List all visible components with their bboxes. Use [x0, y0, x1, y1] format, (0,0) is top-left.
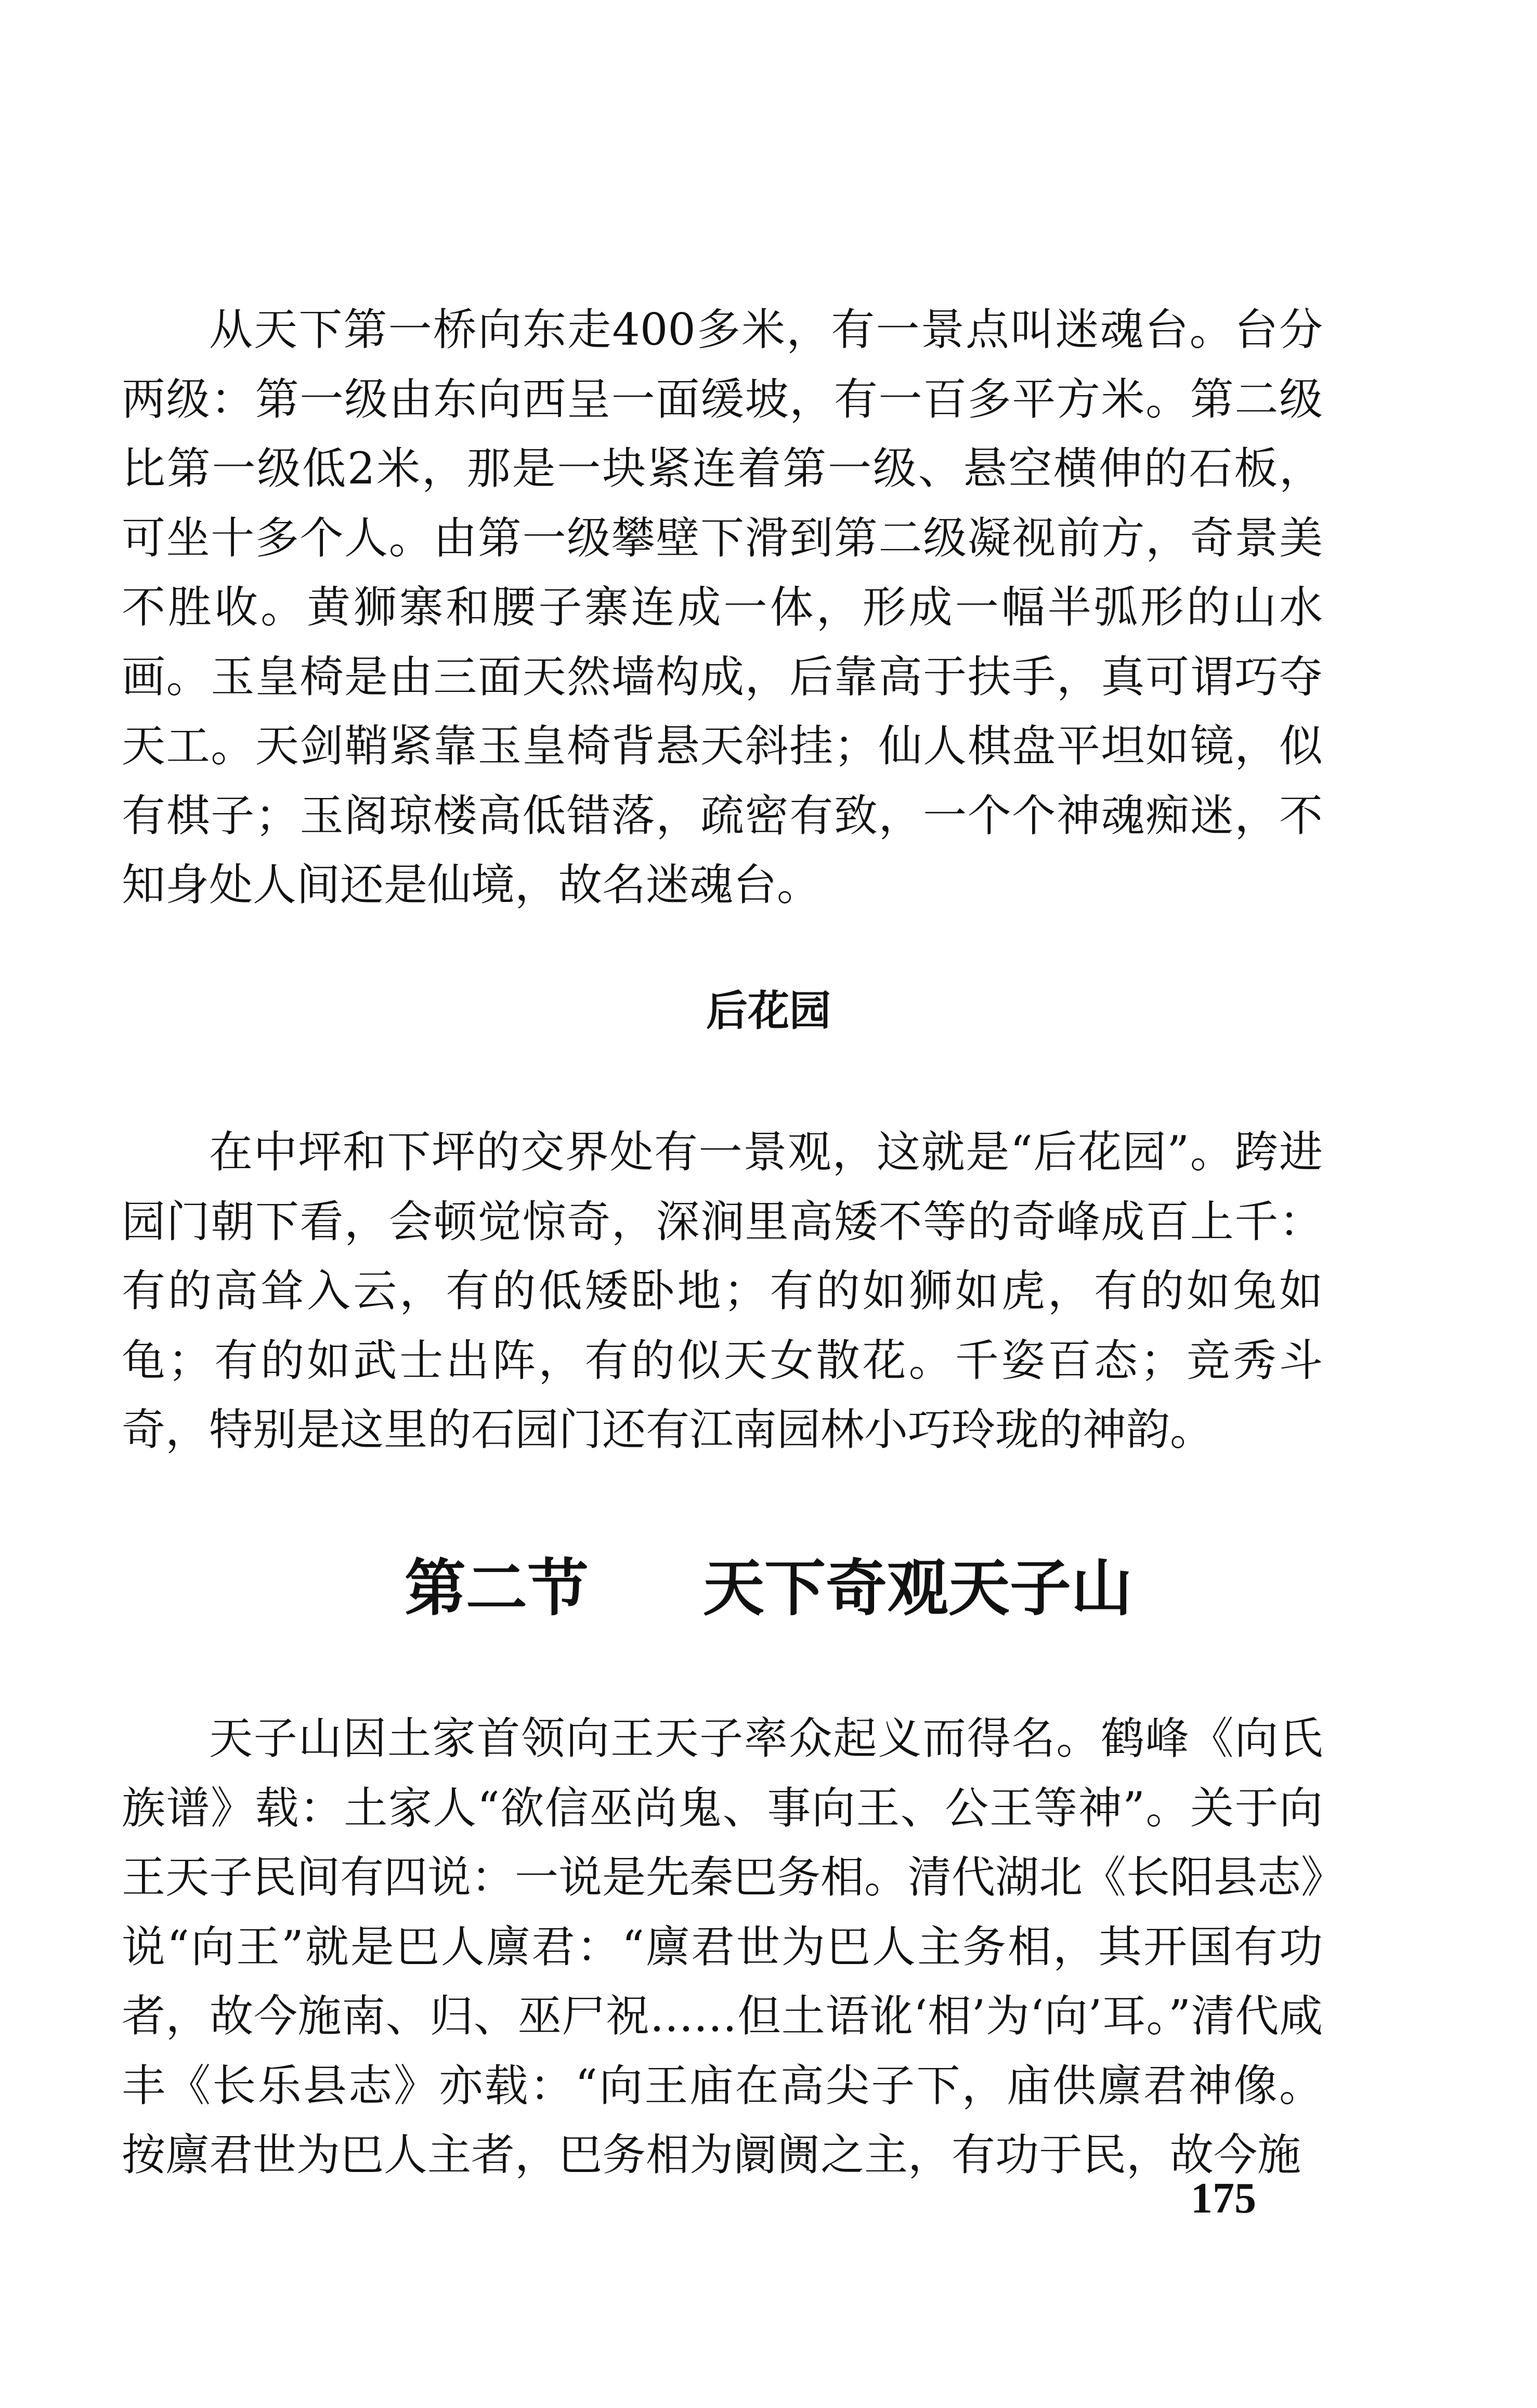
paragraph-tianzishan: 天子山因土家首领向王天子率众起义而得名。鹤峰《向氏族谱》载：土家人“欲信巫尚鬼、事向王、公王等神”。关于向王天子民间有四说：一说是先秦巴务相。清代湖北《长阳县志》说“向王”就是巴人廪君：“廪君世为巴人主务相，其开国有功者，故今施南、归、巫尸祝……但土语讹‘相’为‘向’耳。”清代咸丰《长乐县志》亦载：“向王庙在高尖子下，庙供廪君神像。按廪君世为巴人主者，巴务相为阛阓之主，有功于民，故今施: [122, 1713, 1323, 2180]
section-heading: [0, 1539, 1537, 1627]
subheading-houhuayuan: 后花园: [706, 987, 831, 1035]
paragraph-mihuntai: 从天下第一桥向东走400多米，有一景点叫迷魂台。台分两级：第一级由东向西呈一面缓坡，有一百多平方米。第二级比第一级低2米，那是一块紧连着第一级、悬空横伸的石板，可坐十多个人。由第一级攀壁下滑到第二级凝视前方，奇景美不胜收。黄狮寨和腰子寨连成一体，形成一幅半弧形的山水画。玉皇椅是由三面天然墙构成，后靠高于扶手，真可谓巧夺天工。天剑鞘紧靠玉皇椅背悬天斜挂；仙人棋盘平坦如镜，似有棋子；玉阁琼楼高低错落，疏密有致，一个个神魂痴迷，不知身处人间还是仙境，故名迷魂台。: [122, 304, 1323, 910]
section-title: 天下奇观天子山: [703, 1552, 1133, 1624]
paragraph-houhuayuan: 在中坪和下坪的交界处有一景观，这就是“后花园”。跨进园门朝下看，会顿觉惊奇，深涧里高矮不等的奇峰成百上千：有的高耸入云，有的低矮卧地；有的如狮如虎，有的如兔如龟；有的如武士出阵，有的似天女散花。千姿百态；竞秀斗奇，特别是这里的石园门还有江南园林小巧玲珑的神韵。: [122, 1127, 1323, 1455]
section-number: 第二节: [404, 1552, 589, 1624]
page-number: 175: [1191, 2174, 1256, 2222]
